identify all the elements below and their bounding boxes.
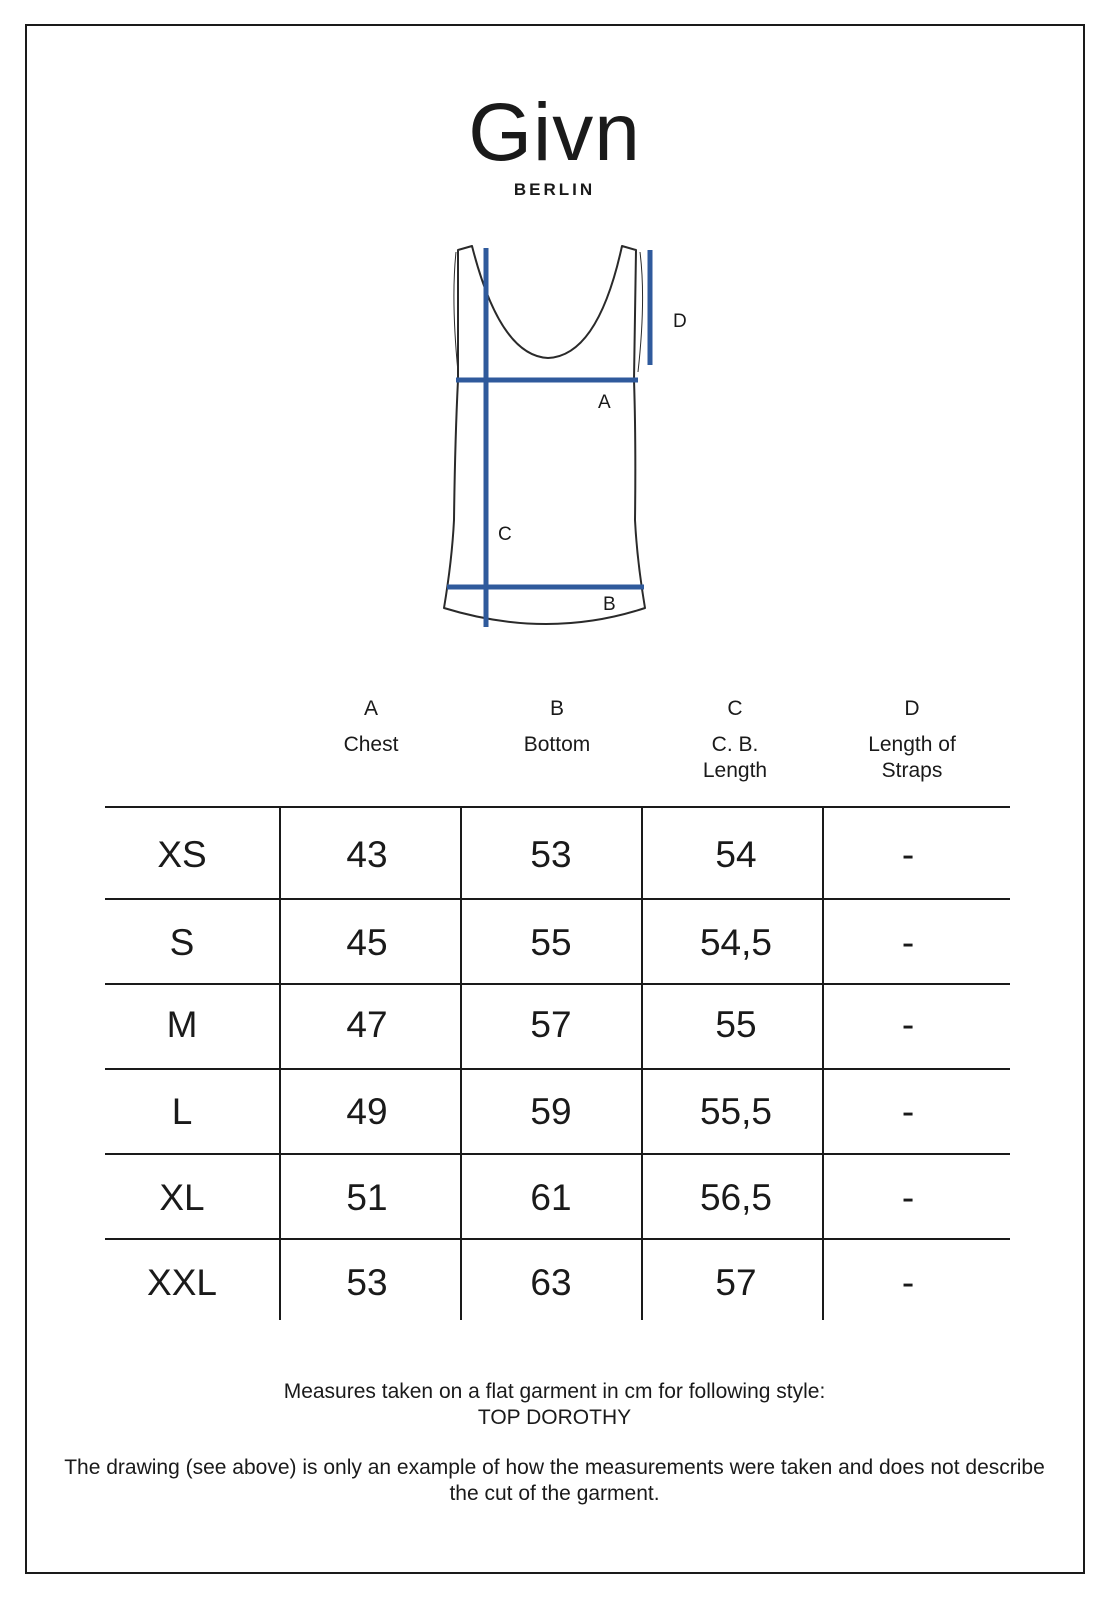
garment-outline (444, 246, 645, 624)
table-rule (105, 806, 1010, 808)
table-cell: 59 (530, 1091, 572, 1132)
table-cell: 56,5 (699, 1177, 772, 1218)
table-cell: 45 (346, 922, 388, 963)
style-name: TOP DOROTHY (477, 1406, 632, 1429)
table-cell: 63 (530, 1262, 572, 1303)
size-label: XS (157, 834, 207, 875)
column-header-chest (281, 696, 461, 758)
size-label: L (171, 1091, 193, 1132)
column-header-letter: B (549, 697, 564, 720)
table-cell: 43 (346, 834, 388, 875)
table-divider (279, 806, 281, 1320)
size-label: XXL (147, 1262, 217, 1303)
label-b: B (603, 594, 616, 615)
table-cell: 55 (530, 922, 572, 963)
label-c: C (498, 524, 512, 545)
column-header-name: C. B. Length (702, 733, 768, 782)
table-cell: 53 (530, 834, 572, 875)
table-cell: - (901, 834, 915, 875)
column-header-letter: C (727, 697, 743, 720)
column-header-straps (822, 696, 1002, 784)
table-cell: 47 (346, 1004, 388, 1045)
table-cell: 53 (346, 1262, 388, 1303)
table-cell: - (901, 1004, 915, 1045)
table-rule (105, 983, 1010, 985)
size-label: M (166, 1004, 198, 1045)
size-label: XL (159, 1177, 205, 1218)
table-divider (822, 806, 824, 1320)
brand-city: BERLIN (513, 180, 596, 199)
table-cell: 51 (346, 1177, 388, 1218)
column-header-bottom (467, 696, 647, 758)
table-cell: - (901, 1091, 915, 1132)
garment-diagram (0, 0, 1109, 700)
table-rule (105, 1068, 1010, 1070)
column-header-name: Bottom (523, 733, 591, 756)
drawing-disclaimer: The drawing (see above) is only an example of how the measurements were taken and does not describe the cut of the garment. (64, 1456, 1045, 1505)
table-cell: 54 (715, 834, 757, 875)
table-rule (105, 1238, 1010, 1240)
table-divider (460, 806, 462, 1320)
column-header-letter: D (904, 697, 920, 720)
table-rule (105, 898, 1010, 900)
table-cell: 57 (715, 1262, 757, 1303)
table-cell: - (901, 922, 915, 963)
column-header-name: Length of Straps (868, 733, 956, 782)
column-header-name: Chest (343, 733, 399, 756)
table-cell: 49 (346, 1091, 388, 1132)
measure-note: Measures taken on a flat garment in cm for following style: (283, 1380, 826, 1403)
column-header-cb-length (645, 696, 825, 784)
table-cell: 61 (530, 1177, 572, 1218)
table-cell: 55 (715, 1004, 757, 1045)
garment-inner-outline (454, 252, 643, 372)
table-divider (641, 806, 643, 1320)
brand-logo: Givn (468, 87, 641, 178)
label-a: A (598, 392, 611, 413)
table-rule (105, 1153, 1010, 1155)
table-cell: 57 (530, 1004, 572, 1045)
table-cell: - (901, 1177, 915, 1218)
table-cell: 55,5 (699, 1091, 772, 1132)
column-header-letter: A (363, 697, 378, 720)
table-cell: 54,5 (699, 922, 772, 963)
label-d: D (673, 311, 687, 332)
size-label: S (169, 922, 195, 963)
table-cell: - (901, 1262, 915, 1303)
